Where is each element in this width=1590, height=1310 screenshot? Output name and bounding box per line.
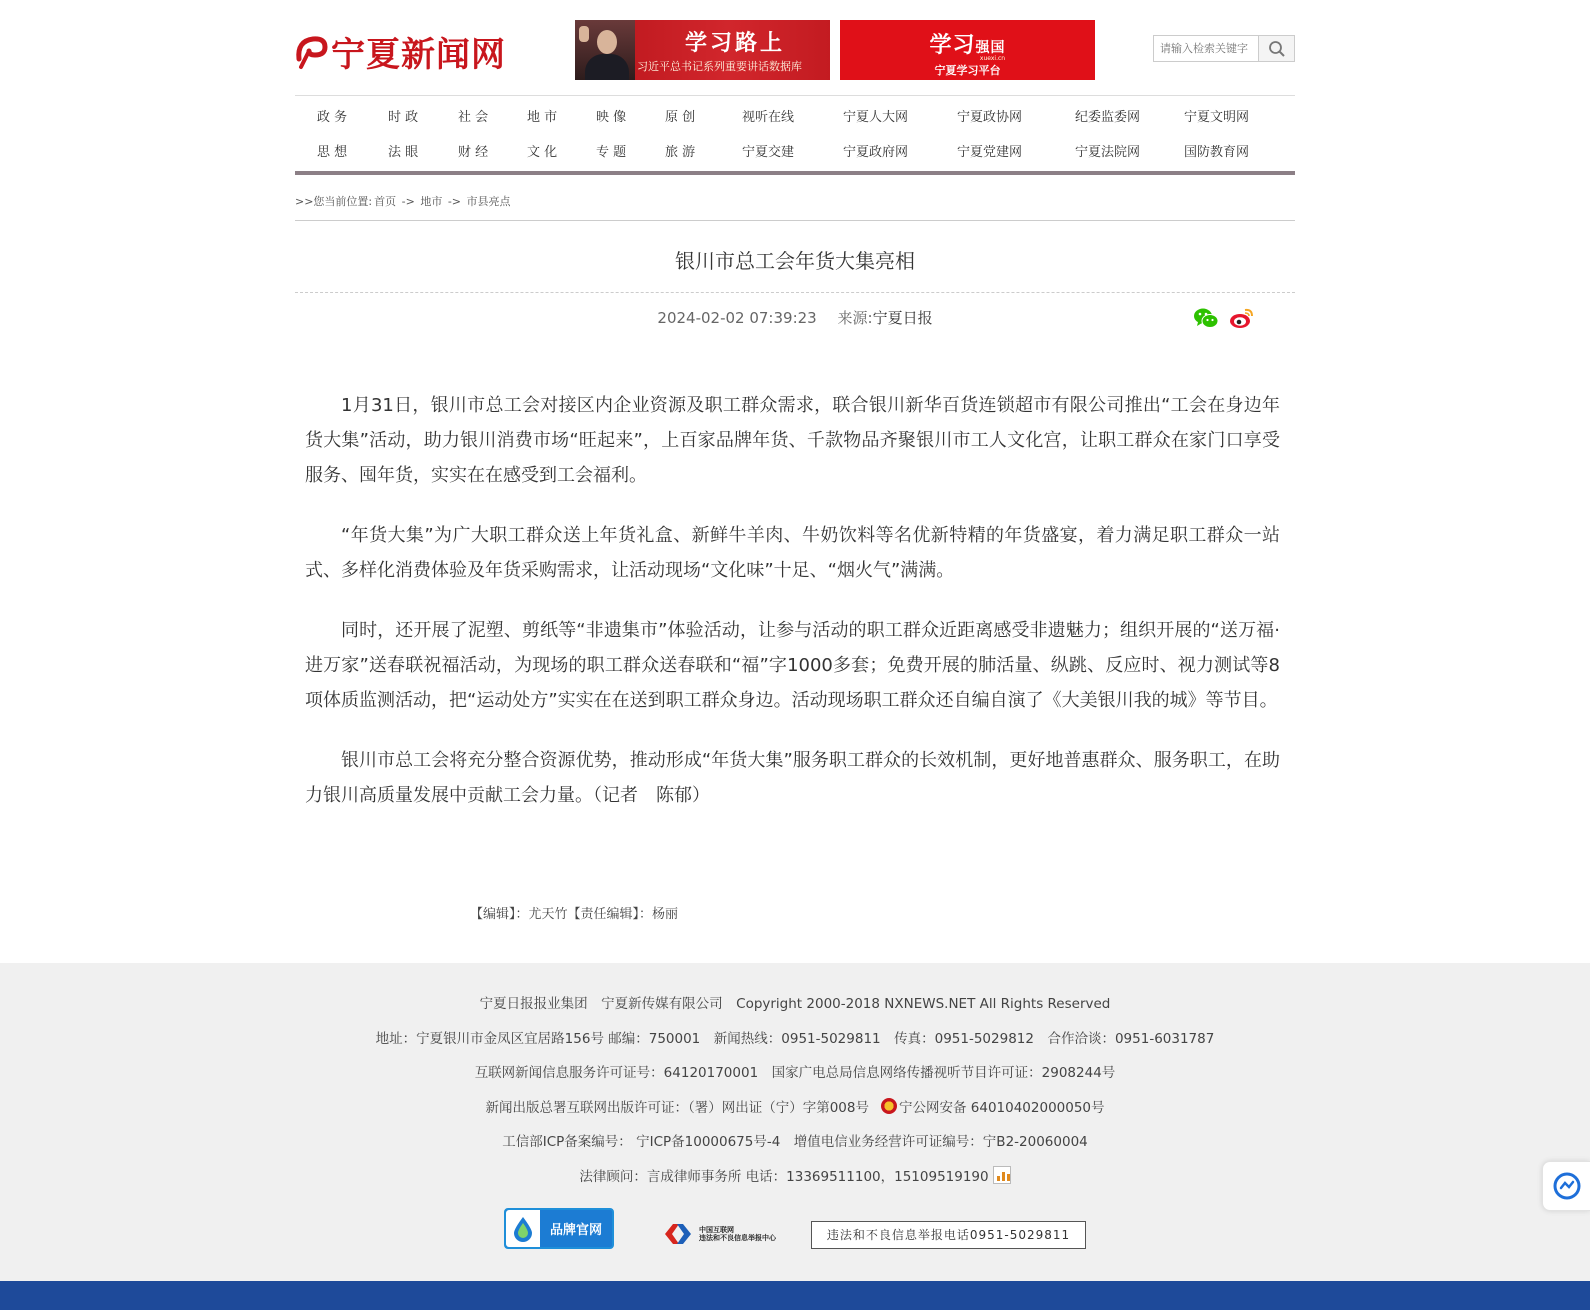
nav-item[interactable]: 宁夏政府网 <box>843 145 909 160</box>
nav-item[interactable]: 映 像 <box>596 110 627 125</box>
wechat-share-icon[interactable] <box>1193 305 1219 331</box>
study-road-banner[interactable] <box>575 20 830 80</box>
article-body <box>305 388 1280 838</box>
publishing-license-text: 新闻出版总署互联网出版许可证：（署）网出证（宁）字第008号 <box>485 1100 869 1116</box>
badge-text: 中国互联网 违法和不良信息举报中心 <box>699 1226 776 1242</box>
banner-subtitle: 宁夏学习平台 <box>934 64 1001 77</box>
nav-item[interactable]: 法 眼 <box>388 145 419 160</box>
nav-item[interactable]: 国防教育网 <box>1184 145 1250 160</box>
illegal-info-report-center-badge[interactable] <box>663 1221 776 1247</box>
nav-item[interactable]: 地 市 <box>527 110 558 125</box>
bottom-bar <box>0 1281 1590 1310</box>
floating-assistant-button[interactable] <box>1542 1161 1590 1211</box>
nav-item[interactable]: 纪委监委网 <box>1075 110 1141 125</box>
search-input[interactable] <box>1154 36 1259 61</box>
breadcrumb-city[interactable]: 地市 <box>420 195 443 208</box>
report-hotline-badge[interactable]: 违法和不良信息举报电话0951-5029811 <box>811 1221 1086 1249</box>
nav-row-1 <box>295 106 1295 126</box>
footer-contact: 地址：宁夏银川市金凤区宜居路156号 邮编：750001 新闻热线：0951-5029811 传真：0951-5029812 合作洽谈：0951-6031787 <box>375 1031 1215 1047</box>
site-footer <box>0 963 1590 1281</box>
publish-date: 2024-02-02 07:39:23 <box>657 309 817 327</box>
nav-item[interactable]: 专 题 <box>596 145 627 160</box>
divider <box>295 220 1295 221</box>
footer-publishing-license <box>0 1096 1590 1116</box>
share-buttons <box>1193 305 1255 331</box>
article-paragraph: 1月31日，银川市总工会对接区内企业资源及职工群众需求，联合银川新华百货连锁超市有限公司推出“工会在身边年货大集”活动，助力银川消费市场“旺起来”，上百家品牌年货、千款物品齐聚银川市工人文化宫，让职工群众在家门口享受服务、囤年货，实实在在感受到工会福利。 <box>305 395 1280 486</box>
nav-item[interactable]: 宁夏党建网 <box>957 145 1023 160</box>
site-header <box>295 20 1295 80</box>
article-title: 银川市总工会年货大集亮相 <box>675 249 915 273</box>
nav-item[interactable]: 社 会 <box>458 110 489 125</box>
nav-item[interactable]: 宁夏政协网 <box>957 110 1023 125</box>
search-icon <box>1268 40 1286 58</box>
nav-row-2 <box>295 141 1295 161</box>
site-logo[interactable] <box>295 26 506 76</box>
main-nav <box>295 95 1295 175</box>
nav-item[interactable]: 政 务 <box>317 110 348 125</box>
nav-item[interactable]: 文 化 <box>527 145 558 160</box>
article-paragraph: “年货大集”为广大职工群众送上年货礼盒、新鲜牛羊肉、牛奶饮料等名优新特精的年货盛宴，着力满足职工群众一站式、多样化消费体验及年货采购需求，让活动现场“文化味”十足、“烟火气”满满。 <box>305 525 1280 581</box>
nav-item[interactable]: 视听在线 <box>742 110 795 125</box>
nav-item[interactable]: 宁夏法院网 <box>1075 145 1141 160</box>
footer-copyright: 宁夏日报报业集团 宁夏新传媒有限公司 Copyright 2000-2018 NXNEWS.NET All Rights Reserved <box>479 996 1111 1012</box>
search-box <box>1153 35 1295 62</box>
search-button[interactable] <box>1259 36 1294 61</box>
nav-item[interactable]: 财 经 <box>458 145 489 160</box>
breadcrumb-county[interactable]: 市县亮点 <box>466 195 511 208</box>
breadcrumb-prefix: >>您当前位置: <box>295 195 373 208</box>
public-security-record[interactable]: 宁公网安备 64010402000050号 <box>898 1100 1105 1116</box>
breadcrumb-home[interactable]: 首页 <box>374 195 397 208</box>
nav-item[interactable]: 宁夏交建 <box>742 145 795 160</box>
dashed-divider <box>295 292 1295 293</box>
article-meta <box>295 307 1295 328</box>
nav-item[interactable]: 旅 游 <box>665 145 696 160</box>
editor-credits: 【编辑】：尤天竹【责任编辑】：杨丽 <box>470 907 679 922</box>
banner-title: 学习强国 <box>929 32 1006 58</box>
nav-item[interactable]: 宁夏文明网 <box>1184 110 1250 125</box>
assistant-icon <box>1552 1171 1582 1201</box>
footer-legal <box>0 1165 1590 1185</box>
xuexi-platform-banner[interactable] <box>840 20 1095 80</box>
nav-item[interactable]: 宁夏人大网 <box>843 110 909 125</box>
legal-advisor-text: 法律顾问：言成律师事务所 电话：13369511100，15109519190 <box>579 1169 989 1185</box>
article-paragraph: 银川市总工会将充分整合资源优势，推动形成“年货大集”服务职工群众的长效机制，更好地普惠群众、服务职工，在助力银川高质量发展中贡献工会力量。（记者 陈郁） <box>305 750 1280 806</box>
brand-official-badge[interactable] <box>504 1208 614 1249</box>
nav-item[interactable]: 思 想 <box>317 145 348 160</box>
report-center-logo-icon <box>663 1221 693 1247</box>
weibo-share-icon[interactable] <box>1229 305 1255 331</box>
article-paragraph: 同时，还开展了泥塑、剪纸等“非遗集市”体验活动，让参与活动的职工群众近距离感受非遗魅力；组织开展的“送万福·进万家”送春联祝福活动，为现场的职工群众送春联和“福”字1000多套；免费开展的肺活量、纵跳、反应时、视力测试等8项体质监测活动，把“运动处方”实实在在送到职工群众身边。活动现场职工群众还自编自演了《大美银川我的城》等节目。 <box>305 620 1280 711</box>
breadcrumb <box>295 193 513 209</box>
logo-text: 宁夏新闻网 <box>331 34 506 75</box>
badge-label: 品牌官网 <box>550 1223 603 1238</box>
banner-title: 学习路上 <box>685 31 786 56</box>
source-label: 来源: <box>837 309 873 327</box>
breadcrumb-separator: -> <box>444 195 465 208</box>
logo-mark-icon <box>295 31 329 71</box>
nav-divider <box>295 171 1295 175</box>
footer-icp[interactable]: 工信部ICP备案编号： 宁ICP备10000675号-4 增值电信业务经营许可证编号：宁B2-20060004 <box>502 1134 1088 1150</box>
police-badge-icon <box>881 1098 897 1114</box>
nav-item[interactable]: 原 创 <box>665 110 696 125</box>
footer-licenses: 互联网新闻信息服务许可证号：64120170001 国家广电总局信息网络传播视听节目许可证：2908244号 <box>474 1065 1116 1081</box>
nav-item[interactable]: 时 政 <box>388 110 419 125</box>
source-name[interactable]: 宁夏日报 <box>872 309 933 327</box>
water-drop-icon <box>506 1210 540 1247</box>
banner-subtitle: 习近平总书记系列重要讲话数据库 <box>637 60 802 73</box>
breadcrumb-separator: -> <box>398 195 419 208</box>
banner-domain: xuexi.cn <box>979 55 1006 62</box>
cnzz-stats-icon[interactable] <box>993 1166 1011 1184</box>
portrait-image <box>575 20 635 80</box>
